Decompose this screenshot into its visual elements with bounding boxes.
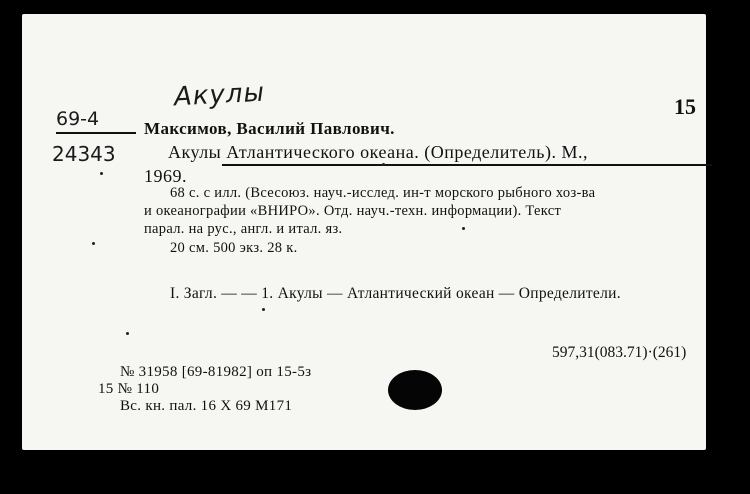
speck xyxy=(382,163,385,166)
speck xyxy=(100,172,103,175)
card-number: 15 xyxy=(674,94,696,119)
accession-line-3: Вс. кн. пал. 16 X 69 М171 xyxy=(120,398,293,414)
handwritten-underline xyxy=(222,164,712,166)
description-line-1: 68 с. с илл. (Всесоюз. науч.-исслед. ин-т морского рыбного хоз-ва xyxy=(170,185,596,201)
description-line-2: и океанографии «ВНИРО». Отд. науч.-техн. информации). Текст xyxy=(144,203,562,219)
subject-headings: I. Загл. — — 1. Акулы — Атлантический океан — Определители. xyxy=(170,285,621,302)
description-line-3: парал. на рус., англ. и итал. яз. xyxy=(144,221,343,237)
description-line-4: 20 см. 500 экз. 28 к. xyxy=(170,240,298,256)
handwritten-subject: Акулы xyxy=(173,77,266,113)
catalog-card xyxy=(22,14,706,450)
speck xyxy=(262,308,265,311)
accession-line-1: № 31958 [69-81982] оп 15-5з xyxy=(120,364,312,380)
handwritten-code-top: 69-4 xyxy=(56,108,100,130)
accession-line-2: 15 № 110 xyxy=(98,381,160,397)
speck xyxy=(92,242,95,245)
year-line: 1969. xyxy=(144,166,187,186)
handwritten-code-divider xyxy=(56,132,136,134)
ink-blot xyxy=(388,370,442,410)
speck xyxy=(462,227,465,230)
classification-code: 597,31(083.71)·(261) xyxy=(552,344,687,361)
title-line: Акулы Атлантического океана. (Определитель). М., xyxy=(168,142,588,162)
author-line: Максимов, Василий Павлович. xyxy=(144,119,395,138)
handwritten-code-bottom: 24343 xyxy=(52,142,116,166)
speck xyxy=(126,332,129,335)
